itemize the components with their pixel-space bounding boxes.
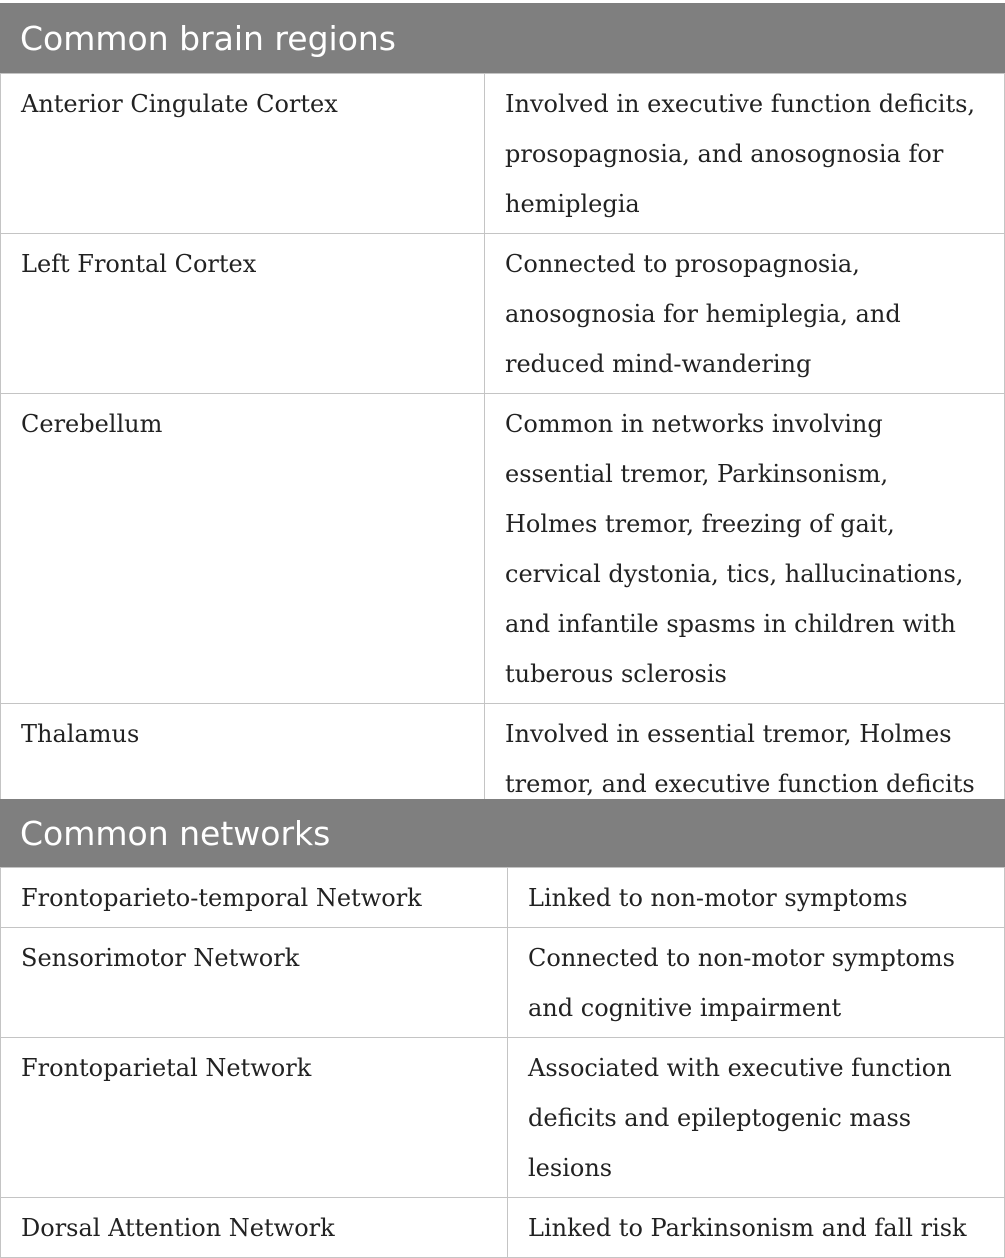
network-name: Frontoparieto-temporal Network [1, 868, 508, 928]
region-name: Left Frontal Cortex [1, 234, 485, 394]
table-title: Common networks [0, 799, 1005, 867]
network-name: Frontoparietal Network [1, 1038, 508, 1198]
table-row [1, 394, 1005, 704]
network-name: Sensorimotor Network [1, 928, 508, 1038]
region-name: Cerebellum [1, 394, 485, 704]
networks-table [0, 799, 1005, 1258]
table-row [1, 1198, 1005, 1258]
table-row [1, 234, 1005, 394]
table-row [1, 74, 1005, 234]
network-description: Associated with executive function deficits and epileptogenic mass lesions [508, 1038, 1005, 1198]
table-row [1, 1038, 1005, 1198]
region-description: Connected to prosopagnosia, anosognosia for hemiplegia, and reduced mind-wandering [485, 234, 1005, 394]
region-description: Involved in essential tremor, Holmes tremor, and executive function deficits [485, 704, 1005, 814]
network-description: Connected to non-motor symptoms and cognitive impairment [508, 928, 1005, 1038]
brain-regions-table [0, 3, 1005, 814]
region-name: Thalamus [1, 704, 485, 814]
network-description: Linked to Parkinsonism and fall risk [508, 1198, 1005, 1258]
region-name: Anterior Cingulate Cortex [1, 74, 485, 234]
region-description: Involved in executive function deficits, prosopagnosia, and anosognosia for hemiplegia [485, 74, 1005, 234]
network-description: Linked to non-motor symptoms [508, 868, 1005, 928]
table-row [1, 704, 1005, 814]
table-title: Common brain regions [0, 3, 1005, 73]
region-description: Common in networks involving essential tremor, Parkinsonism, Holmes tremor, freezing of gait, cervical dystonia, tics, hallucinations, and infantile spasms in children with tuberous sclerosis [485, 394, 1005, 704]
table-row [1, 928, 1005, 1038]
network-name: Dorsal Attention Network [1, 1198, 508, 1258]
table-row [1, 868, 1005, 928]
